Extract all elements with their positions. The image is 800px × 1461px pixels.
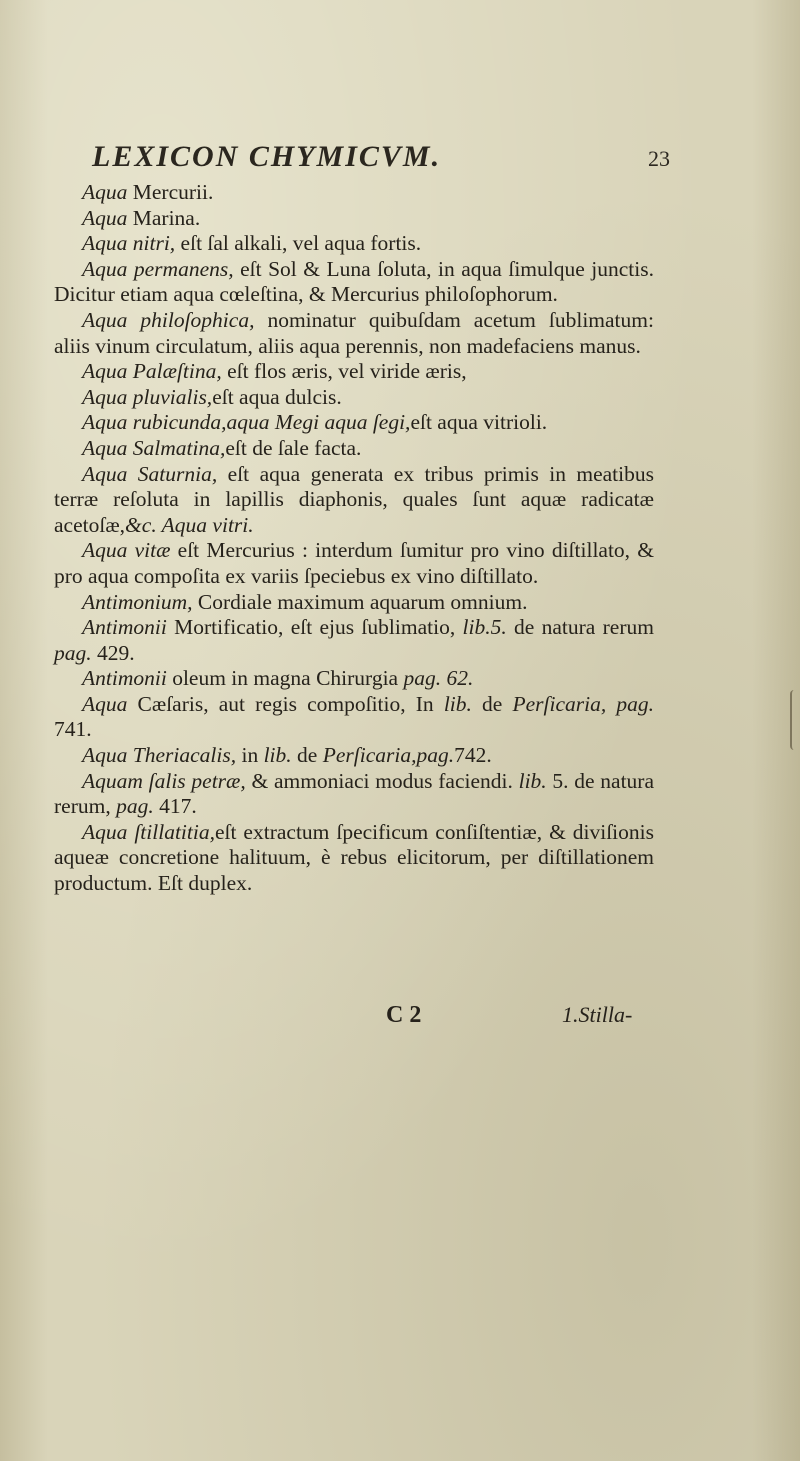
- entry-lemma: Aqua rubicunda,aqua Megi aqua ſegi,: [82, 410, 411, 435]
- entry-lemma: Aqua Theriacalis,: [82, 743, 237, 768]
- entry-text: de natura rerum: [514, 615, 654, 640]
- dictionary-entry: [54, 410, 654, 436]
- entry-text: eſt de ſale facta.: [225, 435, 362, 460]
- dictionary-entry: [54, 180, 654, 206]
- entry-reference: lib.: [443, 691, 472, 716]
- entry-lemma: Aqua: [82, 180, 128, 204]
- entry-text: in: [236, 743, 264, 768]
- entry-lemma: Antimonii: [82, 666, 167, 691]
- entry-lemma: Antimonii: [82, 615, 167, 640]
- page-footer: [0, 1002, 800, 1042]
- entry-lemma: Aqua Saturnia,: [82, 461, 218, 486]
- entry-lemma: Aquam ſalis petræ,: [82, 768, 246, 793]
- entry-lemma: Aqua ſtillatitia,: [82, 819, 215, 844]
- dictionary-entry: [54, 615, 654, 666]
- entry-reference: pag.: [54, 640, 92, 665]
- dictionary-entry: [54, 436, 654, 462]
- page-number: 23: [648, 146, 670, 171]
- catchword: 1.Stilla-: [562, 1002, 633, 1027]
- dictionary-entry: [54, 206, 654, 232]
- entry-text: 417.: [153, 794, 197, 819]
- running-head: LEXICON CHYMICVM.: [92, 140, 442, 173]
- entry-text: Cordiale maximum aquarum omnium.: [192, 589, 528, 614]
- entry-text: eſt aqua vitrioli.: [410, 410, 548, 435]
- signature-mark: C 2: [386, 1002, 422, 1028]
- entry-reference: Perſicaria,pag.: [322, 743, 455, 768]
- entry-text: Mortificatio, eſt ejus ſublimatio,: [166, 615, 463, 640]
- entry-text: eſt aqua generata ex tribus primis in meatibus terræ reſoluta in lapillis diaphonis, quales ſunt aquæ radicatæ acetoſæ,: [54, 461, 654, 537]
- entry-text: oleum in magna Chirurgia: [166, 666, 404, 691]
- entry-text: de: [471, 691, 513, 716]
- entry-lemma: Aqua permanens,: [82, 256, 234, 281]
- entry-reference: lib.: [518, 768, 547, 793]
- entry-text: 429.: [91, 640, 135, 665]
- entry-text: nominatur quibuſdam acetum ſublimatum: aliis vinum circulatum, aliis aqua perennis, non madefaciens manus.: [54, 307, 654, 358]
- dictionary-entry: [54, 666, 654, 692]
- dictionary-entry: [54, 769, 654, 820]
- entry-lemma: Aqua Salmatina,: [82, 435, 226, 460]
- entry-reference: lib.5.: [462, 615, 515, 640]
- entry-lemma: Antimonium,: [82, 589, 193, 614]
- entry-text: 741.: [54, 717, 92, 742]
- dictionary-entry: [54, 820, 654, 897]
- dictionary-entry: [54, 590, 654, 616]
- dictionary-entry: [54, 231, 654, 257]
- entry-text: Marina.: [127, 205, 201, 230]
- dictionary-entry: [54, 462, 654, 539]
- entry-lemma: Aqua: [82, 691, 128, 716]
- dictionary-body: [54, 180, 654, 897]
- dictionary-entry: [54, 385, 654, 411]
- entry-text: Mercurii.: [127, 180, 214, 204]
- dictionary-entry: [54, 257, 654, 308]
- entry-text: de: [291, 743, 323, 768]
- entry-lemma: Aqua nitri,: [82, 231, 176, 256]
- entry-lemma: Aqua pluvialis,: [82, 384, 213, 409]
- dictionary-entry: [54, 743, 654, 769]
- entry-lemma: Aqua: [82, 205, 128, 230]
- entry-reference: Perſicaria, pag.: [512, 691, 654, 716]
- entry-text: eſt flos æris, vel viride æris,: [221, 359, 467, 384]
- entry-text: & ammoniaci modus faciendi.: [245, 768, 519, 793]
- entry-reference: lib.: [263, 743, 292, 768]
- page-edge-mark: [790, 690, 798, 750]
- entry-lemma: Aqua vitæ: [82, 538, 171, 563]
- dictionary-entry: [54, 359, 654, 385]
- dictionary-entry: [54, 692, 654, 743]
- entry-lemma: Aqua Palæſtina,: [82, 359, 222, 384]
- entry-text: eſt extractum ſpecificum conſiſtentiæ, & diviſionis aqueæ concretione halituum, è rebus elicitorum, per diſtillationem productum. Eſt duplex.: [54, 819, 654, 896]
- entry-reference: pag. 62.: [403, 666, 474, 691]
- entry-text: eſt Sol & Luna ſoluta, in aqua ſimulque junctis. Dicitur etiam aqua cœleſtina, & Mercurius philoſophorum.: [54, 256, 654, 307]
- entry-text: eſt ſal alkali, vel aqua fortis.: [175, 231, 422, 256]
- entry-text: 5. de natura rerum,: [54, 768, 655, 819]
- entry-text: eſt aqua dulcis.: [212, 384, 342, 409]
- entry-text: Cæſaris, aut regis compoſitio, In: [127, 691, 444, 716]
- entry-lemma: Aqua philoſophica,: [82, 307, 255, 332]
- dictionary-entry: [54, 308, 654, 359]
- dictionary-entry: [54, 538, 654, 589]
- entry-text: eſt Mercurius : interdum ſumitur pro vino diſtillato, & pro aqua compoſita ex variis ſpeciebus ex vino diſtillato.: [54, 538, 654, 588]
- entry-reference: pag.: [116, 794, 154, 819]
- entry-reference: &c. Aqua vitri.: [125, 512, 254, 537]
- entry-text: 742.: [454, 743, 492, 768]
